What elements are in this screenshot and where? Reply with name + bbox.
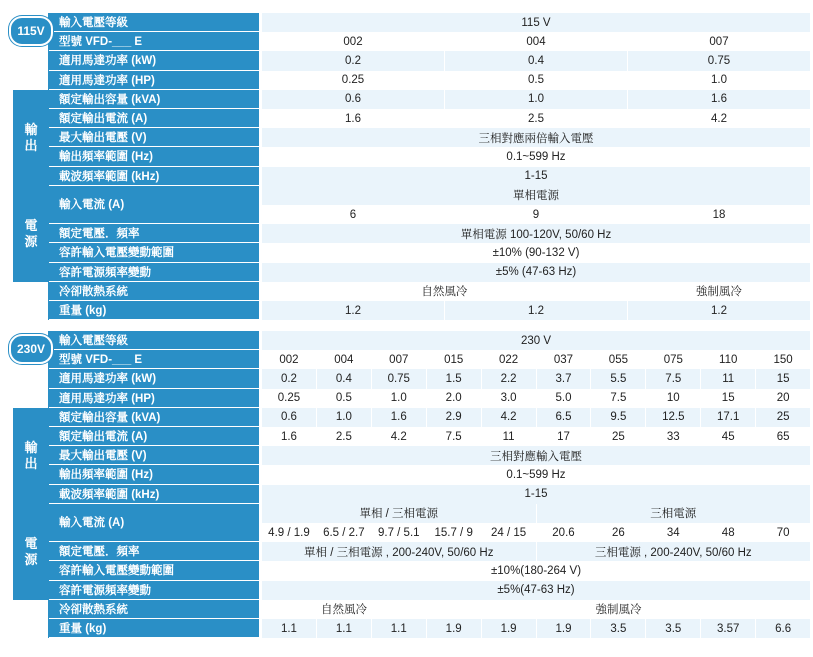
- group-power-label: 電 源: [13, 504, 49, 600]
- value-cell: 002: [262, 350, 316, 369]
- value-cell: 5.0: [536, 389, 591, 408]
- row-values: [262, 369, 810, 388]
- phase-label: 單相 / 三相電源: [262, 504, 536, 523]
- value-cell: 022: [481, 350, 536, 369]
- row-values: [262, 71, 810, 90]
- label-edge: [48, 282, 49, 320]
- row-label: 額定電壓．頻率: [49, 224, 259, 243]
- t230-row-rated-vf: [0, 542, 813, 561]
- value-cell: 6: [262, 205, 444, 224]
- value-cell: 0.2: [262, 369, 316, 388]
- value-cell: 6.6: [755, 619, 810, 638]
- row-label: 適用馬達功率 (HP): [49, 389, 259, 408]
- value-cell: 三相對應輸入電壓: [262, 446, 810, 465]
- value-cell: 7.5: [590, 389, 645, 408]
- value-cell: 25: [590, 427, 645, 446]
- t115-row-voltage-class: [0, 13, 813, 32]
- value-cell: 002: [262, 32, 444, 51]
- value-cell: 4.2: [627, 109, 810, 128]
- cooling-forced: 強制風冷: [426, 600, 810, 619]
- value-cell: 3.57: [700, 619, 755, 638]
- value-cell: 9.7 / 5.1: [371, 523, 426, 542]
- t230-row-ftol: [0, 581, 813, 600]
- row-values: [262, 301, 810, 320]
- t115-row-cool: [0, 282, 813, 301]
- value-cell: 2.5: [316, 427, 371, 446]
- value-cell: 6.5 / 2.7: [316, 523, 371, 542]
- value-cell: 0.5: [444, 71, 627, 90]
- row-values: [262, 446, 810, 465]
- row-values: [262, 167, 810, 186]
- value-cell: 1.6: [262, 109, 444, 128]
- row-values: [262, 224, 810, 243]
- value-cell: 004: [444, 32, 627, 51]
- row-label: 容許電源頻率變動: [49, 263, 259, 282]
- row-label: 容許輸入電壓變動範圍: [49, 243, 259, 262]
- row-values: [262, 32, 810, 51]
- t115-row-maxv: [0, 128, 813, 147]
- t230-row-vtol: [0, 561, 813, 580]
- value-cell: 115 V: [262, 13, 810, 32]
- row-label: 額定輸出容量 (kVA): [49, 408, 259, 427]
- value-cell: 110: [700, 350, 755, 369]
- value-cell: 65: [755, 427, 810, 446]
- row-label: 型號 VFD-___ E: [49, 32, 259, 51]
- row-label: 適用馬達功率 (kW): [49, 51, 259, 70]
- value-cell: 3.5: [590, 619, 645, 638]
- t115-row-carrier: [0, 167, 813, 186]
- row-values: [262, 408, 810, 427]
- value-cell: 15: [700, 389, 755, 408]
- value-cell: 1.0: [444, 90, 627, 109]
- row-values: [262, 331, 810, 350]
- row-label: 額定電壓．頻率: [49, 542, 259, 561]
- value-cell: 4.2: [481, 408, 536, 427]
- value-cell: 單相 / 三相電源 , 200-240V, 50/60 Hz: [262, 542, 536, 561]
- value-cell: 1.6: [627, 90, 810, 109]
- phase-row: [262, 504, 810, 523]
- phase-label: 單相電源: [262, 186, 810, 205]
- value-cell: 單相電源 100-120V, 50/60 Hz: [262, 224, 810, 243]
- row-label: 重量 (kg): [49, 619, 259, 638]
- t230-row-freq: [0, 465, 813, 484]
- value-cell: 70: [755, 523, 810, 542]
- row-label: 額定輸出電流 (A): [49, 427, 259, 446]
- row-label: 適用馬達功率 (kW): [49, 369, 259, 388]
- row-values: [262, 90, 810, 109]
- value-cell: 1.6: [371, 408, 426, 427]
- voltage-badge: 115V: [9, 16, 53, 46]
- value-cell: 0.25: [262, 71, 444, 90]
- row-label: 額定輸出電流 (A): [49, 109, 259, 128]
- t230-row-carrier: [0, 485, 813, 504]
- row-values: [262, 427, 810, 446]
- row-label: 輸入電壓等級: [49, 13, 259, 32]
- t230-row-maxv: [0, 446, 813, 465]
- row-label: 適用馬達功率 (HP): [49, 71, 259, 90]
- row-label: 額定輸出容量 (kVA): [49, 90, 259, 109]
- row-values: [262, 504, 810, 542]
- value-cell: 17.1: [700, 408, 755, 427]
- value-cell: 9: [444, 205, 627, 224]
- cooling-natural: 自然風冷: [262, 600, 426, 619]
- value-cell: 1.1: [262, 619, 316, 638]
- value-cell: 15: [755, 369, 810, 388]
- row-label: 冷卻散熱系統: [49, 282, 259, 301]
- group-output-label: 輸 出: [13, 408, 49, 504]
- value-cell: 1.6: [262, 427, 316, 446]
- row-values: [262, 51, 810, 70]
- row-label: 最大輸出電壓 (V): [49, 128, 259, 147]
- t230-row-model: [0, 350, 813, 369]
- voltage-badge: 230V: [9, 334, 53, 364]
- row-values: [262, 128, 810, 147]
- value-cell: 037: [536, 350, 591, 369]
- row-values: [262, 561, 810, 580]
- label-edge: [48, 600, 49, 638]
- value-cell: 0.5: [316, 389, 371, 408]
- value-cell: ±10%(180-264 V): [262, 561, 810, 580]
- t230-row-amp: [0, 427, 813, 446]
- row-values: [262, 465, 810, 484]
- t115-row-model: [0, 32, 813, 51]
- value-cell: 11: [481, 427, 536, 446]
- value-cell: 7.5: [645, 369, 700, 388]
- value-cell: 三相對應兩倍輸入電壓: [262, 128, 810, 147]
- group-output-label: 輸 出: [13, 90, 49, 186]
- row-values: [262, 13, 810, 32]
- value-cell: 0.6: [262, 90, 444, 109]
- t230-row-hp: [0, 389, 813, 408]
- value-cell: 007: [627, 32, 810, 51]
- value-cell: 007: [371, 350, 426, 369]
- t115-row-hp: [0, 71, 813, 90]
- value-cell: 0.75: [627, 51, 810, 70]
- value-cell: 18: [627, 205, 810, 224]
- row-label: 容許電源頻率變動: [49, 581, 259, 600]
- value-cell: 0.4: [316, 369, 371, 388]
- row-values: [262, 109, 810, 128]
- t115-row-vtol: [0, 243, 813, 262]
- t115-row-kva: [0, 90, 813, 109]
- value-cell: 055: [590, 350, 645, 369]
- value-cell: ±5%(47-63 Hz): [262, 581, 810, 600]
- t115-row-weight: [0, 301, 813, 320]
- row-label: 輸出頻率範圍 (Hz): [49, 147, 259, 166]
- cooling-natural: 自然風冷: [262, 282, 627, 301]
- value-cell: 1.9: [536, 619, 591, 638]
- t230-row-cool: [0, 600, 813, 619]
- row-label: 型號 VFD-___ E: [49, 350, 259, 369]
- group-power-label: 電 源: [13, 186, 49, 282]
- row-label: 最大輸出電壓 (V): [49, 446, 259, 465]
- value-cell: 0.4: [444, 51, 627, 70]
- value-cell: 34: [645, 523, 700, 542]
- value-cell: 1.9: [481, 619, 536, 638]
- row-label: 輸出頻率範圍 (Hz): [49, 465, 259, 484]
- t230-row-kw: [0, 369, 813, 388]
- value-cell: 25: [755, 408, 810, 427]
- value-cell: 1.2: [627, 301, 810, 320]
- value-cell: 26: [590, 523, 645, 542]
- row-label: 冷卻散熱系統: [49, 600, 259, 619]
- value-cell: 3.5: [645, 619, 700, 638]
- value-cell: ±5% (47-63 Hz): [262, 263, 810, 282]
- value-cell: 11: [700, 369, 755, 388]
- t115-row-in-amp: [0, 186, 813, 224]
- value-cell: 015: [426, 350, 481, 369]
- value-cell: 48: [700, 523, 755, 542]
- value-cell: 1.1: [371, 619, 426, 638]
- value-cell: 0.1~599 Hz: [262, 147, 810, 166]
- row-label: 載波頻率範圍 (kHz): [49, 167, 259, 186]
- value-cell: 230 V: [262, 331, 810, 350]
- value-cell: 2.2: [481, 369, 536, 388]
- t230-table: [0, 331, 813, 657]
- phase-row: [262, 186, 810, 205]
- value-cell: ±10% (90-132 V): [262, 243, 810, 262]
- row-values: [262, 619, 810, 638]
- value-cell: 2.5: [444, 109, 627, 128]
- row-label: 容許輸入電壓變動範圍: [49, 561, 259, 580]
- phase-label: 三相電源: [536, 504, 811, 523]
- row-values: [262, 350, 810, 369]
- row-label: 輸入電流 (A): [49, 504, 259, 542]
- row-values: [262, 186, 810, 224]
- value-cell: 45: [700, 427, 755, 446]
- row-label: 載波頻率範圍 (kHz): [49, 485, 259, 504]
- row-values: [262, 389, 810, 408]
- value-cell: 0.25: [262, 389, 316, 408]
- value-cell: 1.9: [426, 619, 481, 638]
- value-cell: 3.0: [481, 389, 536, 408]
- value-cell: 15.7 / 9: [426, 523, 481, 542]
- t230-row-weight: [0, 619, 813, 638]
- value-cell: 075: [645, 350, 700, 369]
- value-cell: 12.5: [645, 408, 700, 427]
- t230-row-in-amp: [0, 504, 813, 542]
- row-values: [262, 282, 810, 301]
- row-label: 重量 (kg): [49, 301, 259, 320]
- t115-row-kw: [0, 51, 813, 70]
- t115-row-rated-vf: [0, 224, 813, 243]
- value-cell: 10: [645, 389, 700, 408]
- t115-row-freq: [0, 147, 813, 166]
- row-label: 輸入電流 (A): [49, 186, 259, 224]
- row-values: [262, 542, 810, 561]
- value-cell: 1.2: [262, 301, 444, 320]
- value-cell: 20.6: [536, 523, 591, 542]
- value-cell: 2.0: [426, 389, 481, 408]
- value-cell: 17: [536, 427, 591, 446]
- value-cell: 1.0: [316, 408, 371, 427]
- value-cell: 1-15: [262, 485, 810, 504]
- value-cell: 5.5: [590, 369, 645, 388]
- t115-table: [0, 13, 813, 339]
- current-row: [262, 523, 810, 542]
- value-cell: 1.0: [627, 71, 810, 90]
- value-cell: 24 / 15: [481, 523, 536, 542]
- row-values: [262, 485, 810, 504]
- value-cell: 20: [755, 389, 810, 408]
- value-cell: 1-15: [262, 167, 810, 186]
- value-cell: 1.1: [316, 619, 371, 638]
- value-cell: 三相電源 , 200-240V, 50/60 Hz: [536, 542, 811, 561]
- row-values: [262, 600, 810, 619]
- current-row: [262, 205, 810, 224]
- value-cell: 2.9: [426, 408, 481, 427]
- row-values: [262, 263, 810, 282]
- cooling-forced: 強制風冷: [627, 282, 810, 301]
- value-cell: 4.9 / 1.9: [262, 523, 316, 542]
- value-cell: 33: [645, 427, 700, 446]
- row-values: [262, 243, 810, 262]
- value-cell: 1.0: [371, 389, 426, 408]
- row-label: 輸入電壓等級: [49, 331, 259, 350]
- value-cell: 4.2: [371, 427, 426, 446]
- value-cell: 0.75: [371, 369, 426, 388]
- value-cell: 1.5: [426, 369, 481, 388]
- value-cell: 9.5: [590, 408, 645, 427]
- t230-row-voltage-class: [0, 331, 813, 350]
- row-values: [262, 147, 810, 166]
- row-values: [262, 581, 810, 600]
- value-cell: 0.1~599 Hz: [262, 465, 810, 484]
- value-cell: 3.7: [536, 369, 591, 388]
- value-cell: 7.5: [426, 427, 481, 446]
- value-cell: 0.2: [262, 51, 444, 70]
- t115-row-ftol: [0, 263, 813, 282]
- t230-row-kva: [0, 408, 813, 427]
- t115-row-amp: [0, 109, 813, 128]
- value-cell: 150: [755, 350, 810, 369]
- value-cell: 004: [316, 350, 371, 369]
- value-cell: 6.5: [536, 408, 591, 427]
- value-cell: 0.6: [262, 408, 316, 427]
- value-cell: 1.2: [444, 301, 627, 320]
